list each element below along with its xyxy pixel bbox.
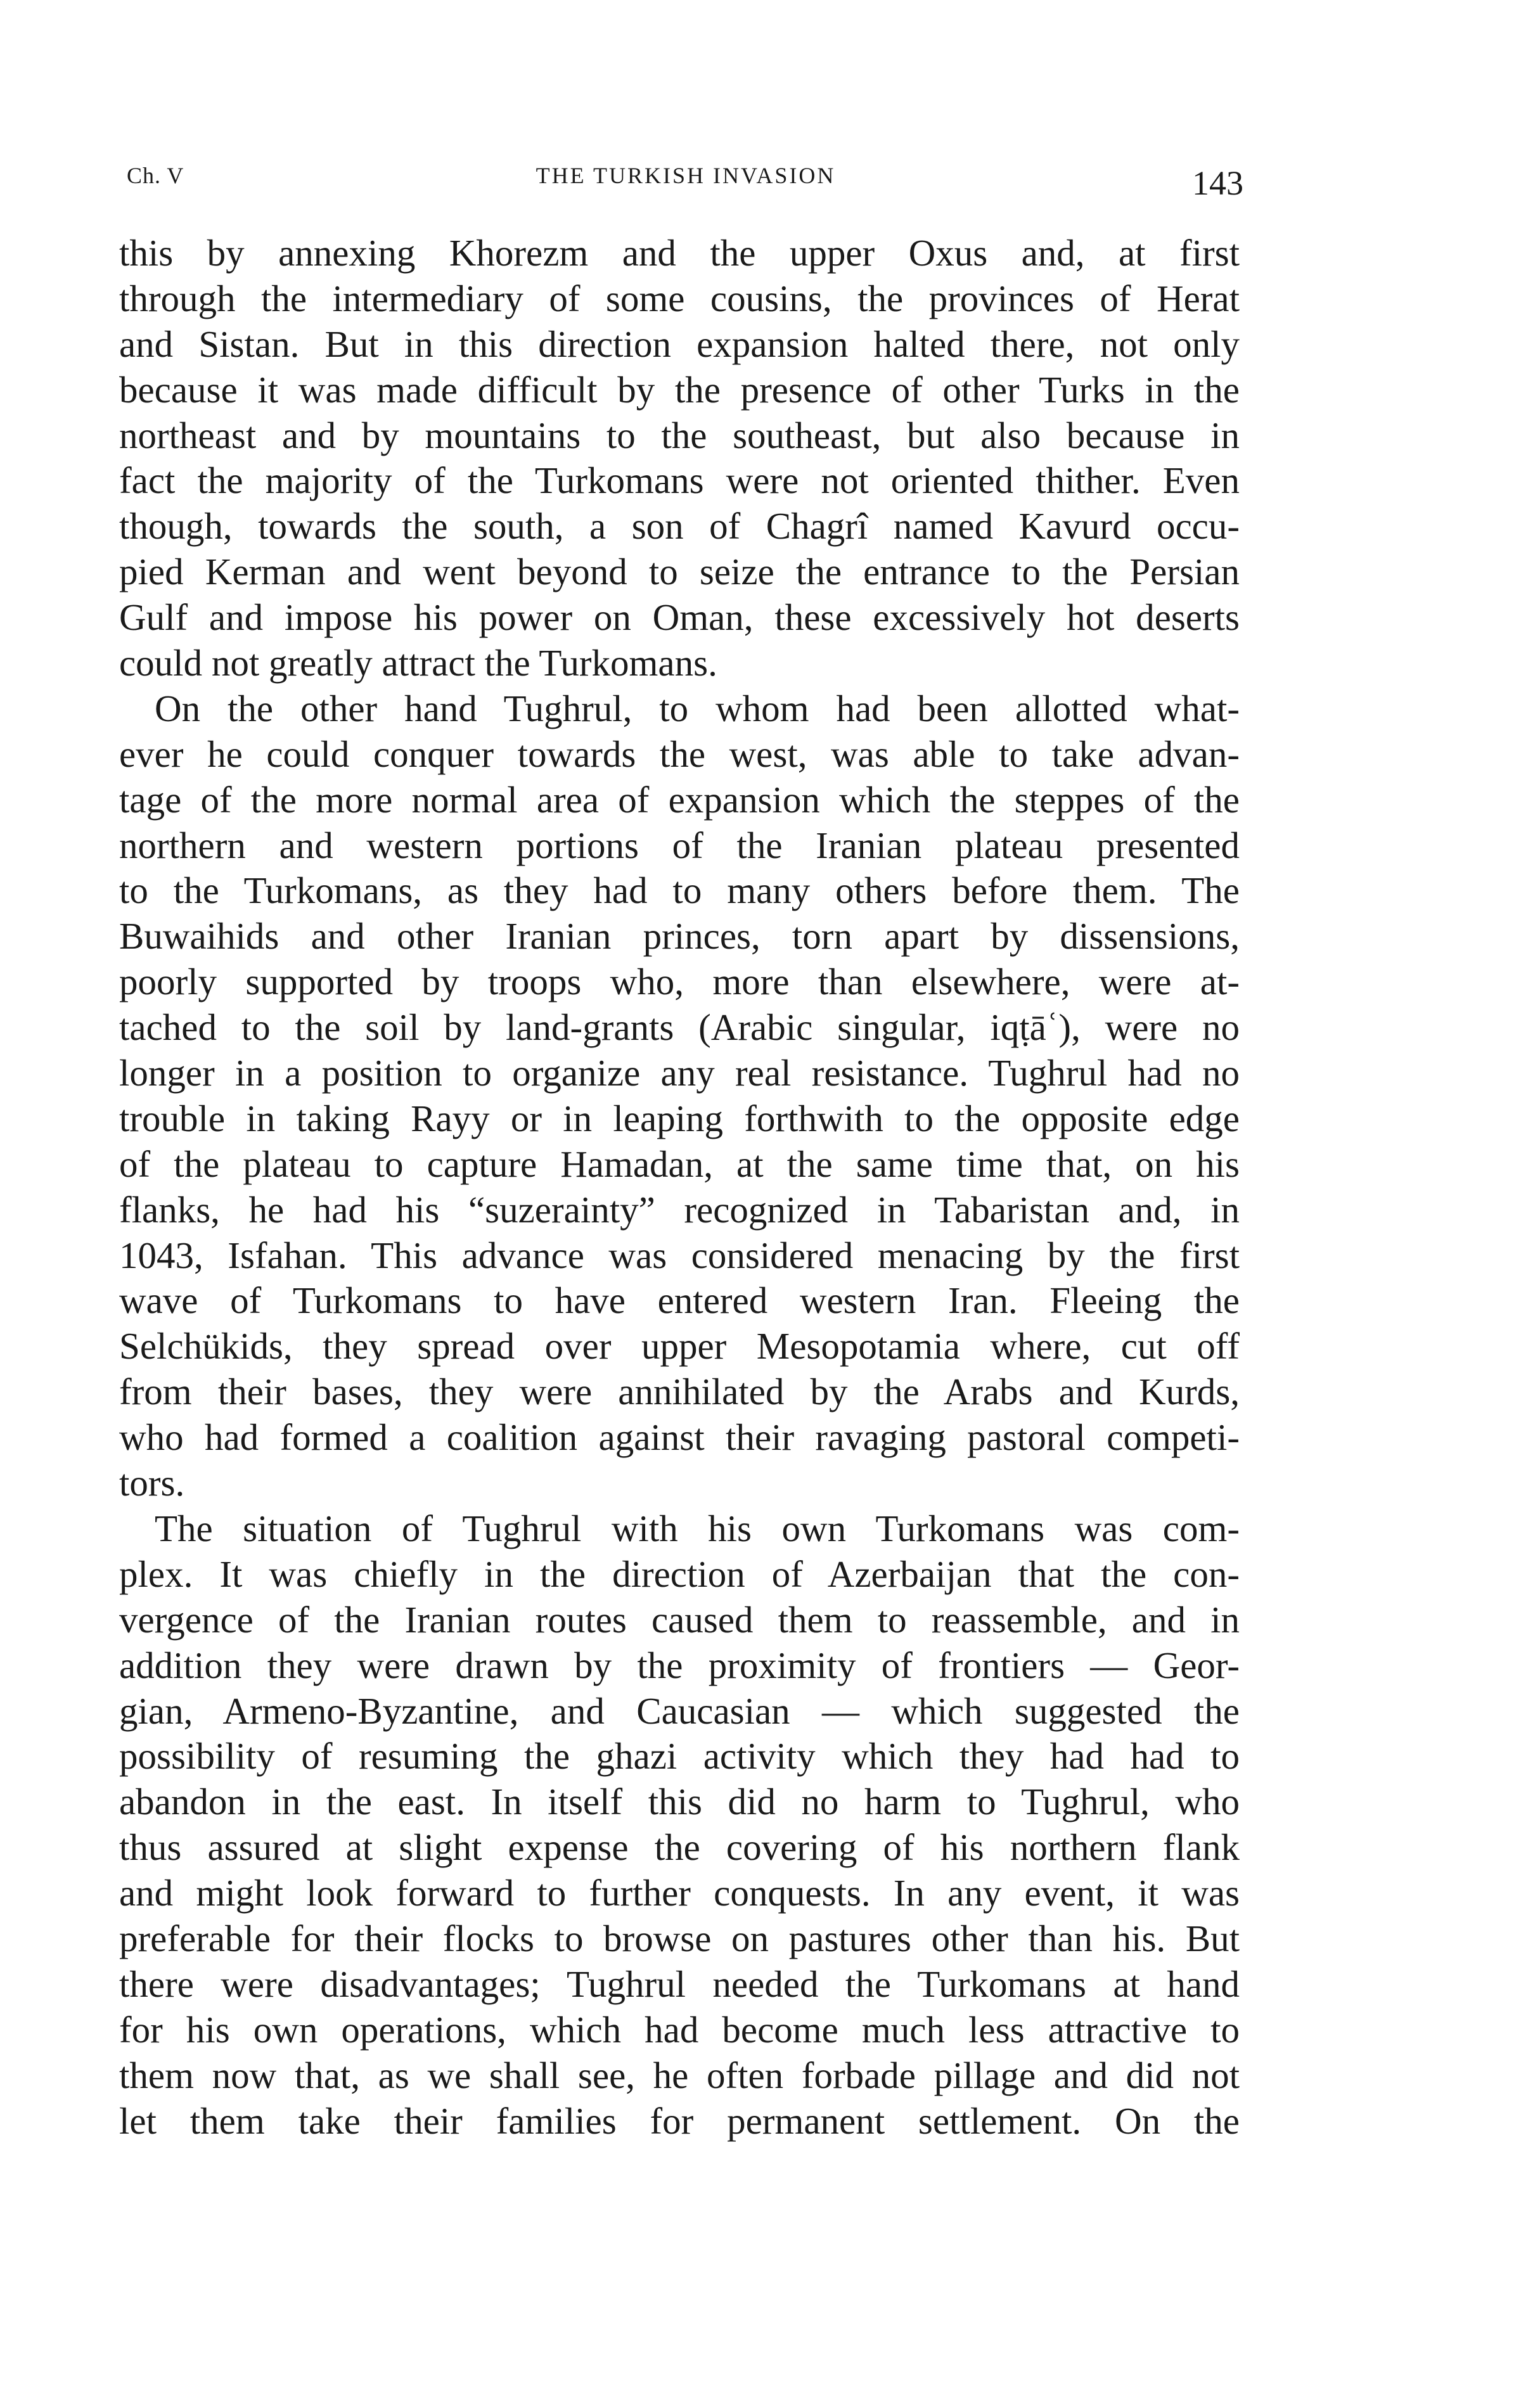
text-line: northeast and by mountains to the southeast, but also because in [119, 414, 1240, 456]
text-line: pied Kerman and went beyond to seize the entrance to the Persian [119, 551, 1240, 593]
running-title: THE TURKISH INVASION [536, 163, 836, 188]
text-line: preferable for their flocks to browse on pastures other than his. But [119, 1917, 1240, 1959]
text-line: abandon in the east. In itself this did no harm to Tughrul, who [119, 1781, 1240, 1823]
text-line: ever he could conquer towards the west, was able to take advan- [119, 733, 1240, 775]
text-line: trouble in taking Rayy or in leaping forthwith to the opposite edge [119, 1097, 1240, 1139]
text-line: because it was made difficult by the presence of other Turks in the [119, 368, 1240, 411]
text-line: there were disadvantages; Tughrul needed the Turkomans at hand [119, 1963, 1240, 2005]
text-line: through the intermediary of some cousins, the provinces of Herat [119, 277, 1240, 319]
text-line: though, towards the south, a son of Chagrî named Kavurd occu- [119, 505, 1240, 548]
body-text [119, 231, 1240, 2144]
text-line: and Sistan. But in this direction expansion halted there, not only [119, 323, 1240, 365]
text-line: gian, Armeno-Byzantine, and Caucasian — which suggested the [119, 1689, 1240, 1732]
text-line: plex. It was chiefly in the direction of Azerbaijan that the con- [119, 1553, 1240, 1595]
text-line: poorly supported by troops who, more than elsewhere, were at- [119, 961, 1240, 1003]
text-line: longer in a position to organize any real resistance. Tughrul had no [119, 1052, 1240, 1094]
text-line: The situation of Tughrul with his own Turkomans was com- [155, 1507, 1240, 1549]
text-line: tached to the soil by land-grants (Arabic singular, iqṭāʿ), were no [119, 1006, 1240, 1049]
text-line: could not greatly attract the Turkomans. [119, 642, 717, 684]
text-line: northern and western portions of the Iranian plateau presented [119, 824, 1240, 866]
text-line: 1043, Isfahan. This advance was considered menacing by the first [119, 1234, 1240, 1276]
text-line: for his own operations, which had become much less attractive to [119, 2008, 1240, 2051]
text-line: let them take their families for permanent settlement. On the [119, 2099, 1240, 2142]
text-line: On the other hand Tughrul, to whom had been allotted what- [155, 687, 1240, 729]
text-line: who had formed a coalition against their ravaging pastoral competi- [119, 1416, 1240, 1459]
text-line: and might look forward to further conquests. In any event, it was [119, 1872, 1240, 1914]
text-line: of the plateau to capture Hamadan, at the same time that, on his [119, 1143, 1240, 1185]
text-line: to the Turkomans, as they had to many others before them. The [119, 869, 1240, 912]
text-line: this by annexing Khorezm and the upper Oxus and, at first [119, 232, 1240, 274]
running-head [122, 158, 1250, 209]
text-line: them now that, as we shall see, he often forbade pillage and did not [119, 2054, 1240, 2096]
text-line: thus assured at slight expense the covering of his northern flank [119, 1826, 1240, 1869]
text-line: vergence of the Iranian routes caused them to reassemble, and in [119, 1598, 1240, 1641]
text-line: fact the majority of the Turkomans were not oriented thither. Even [119, 459, 1240, 502]
text-line: Buwaihids and other Iranian princes, torn apart by dissensions, [119, 915, 1240, 957]
text-line: from their bases, they were annihilated by the Arabs and Kurds, [119, 1371, 1240, 1413]
text-line: Selchükids, they spread over upper Mesopotamia where, cut off [119, 1325, 1240, 1367]
text-line: possibility of resuming the ghazi activity which they had had to [119, 1735, 1240, 1777]
text-line: tors. [119, 1462, 185, 1504]
chapter-label: Ch. V [127, 163, 184, 188]
text-line: addition they were drawn by the proximity of frontiers — Geor- [119, 1644, 1240, 1686]
text-line: flanks, he had his “suzerainty” recognized in Tabaristan and, in [119, 1188, 1240, 1231]
text-line: Gulf and impose his power on Oman, these excessively hot deserts [119, 596, 1240, 639]
page-number: 143 [1192, 164, 1243, 202]
text-line: wave of Turkomans to have entered western Iran. Fleeing the [119, 1279, 1240, 1322]
text-line: tage of the more normal area of expansion which the steppes of the [119, 778, 1240, 821]
